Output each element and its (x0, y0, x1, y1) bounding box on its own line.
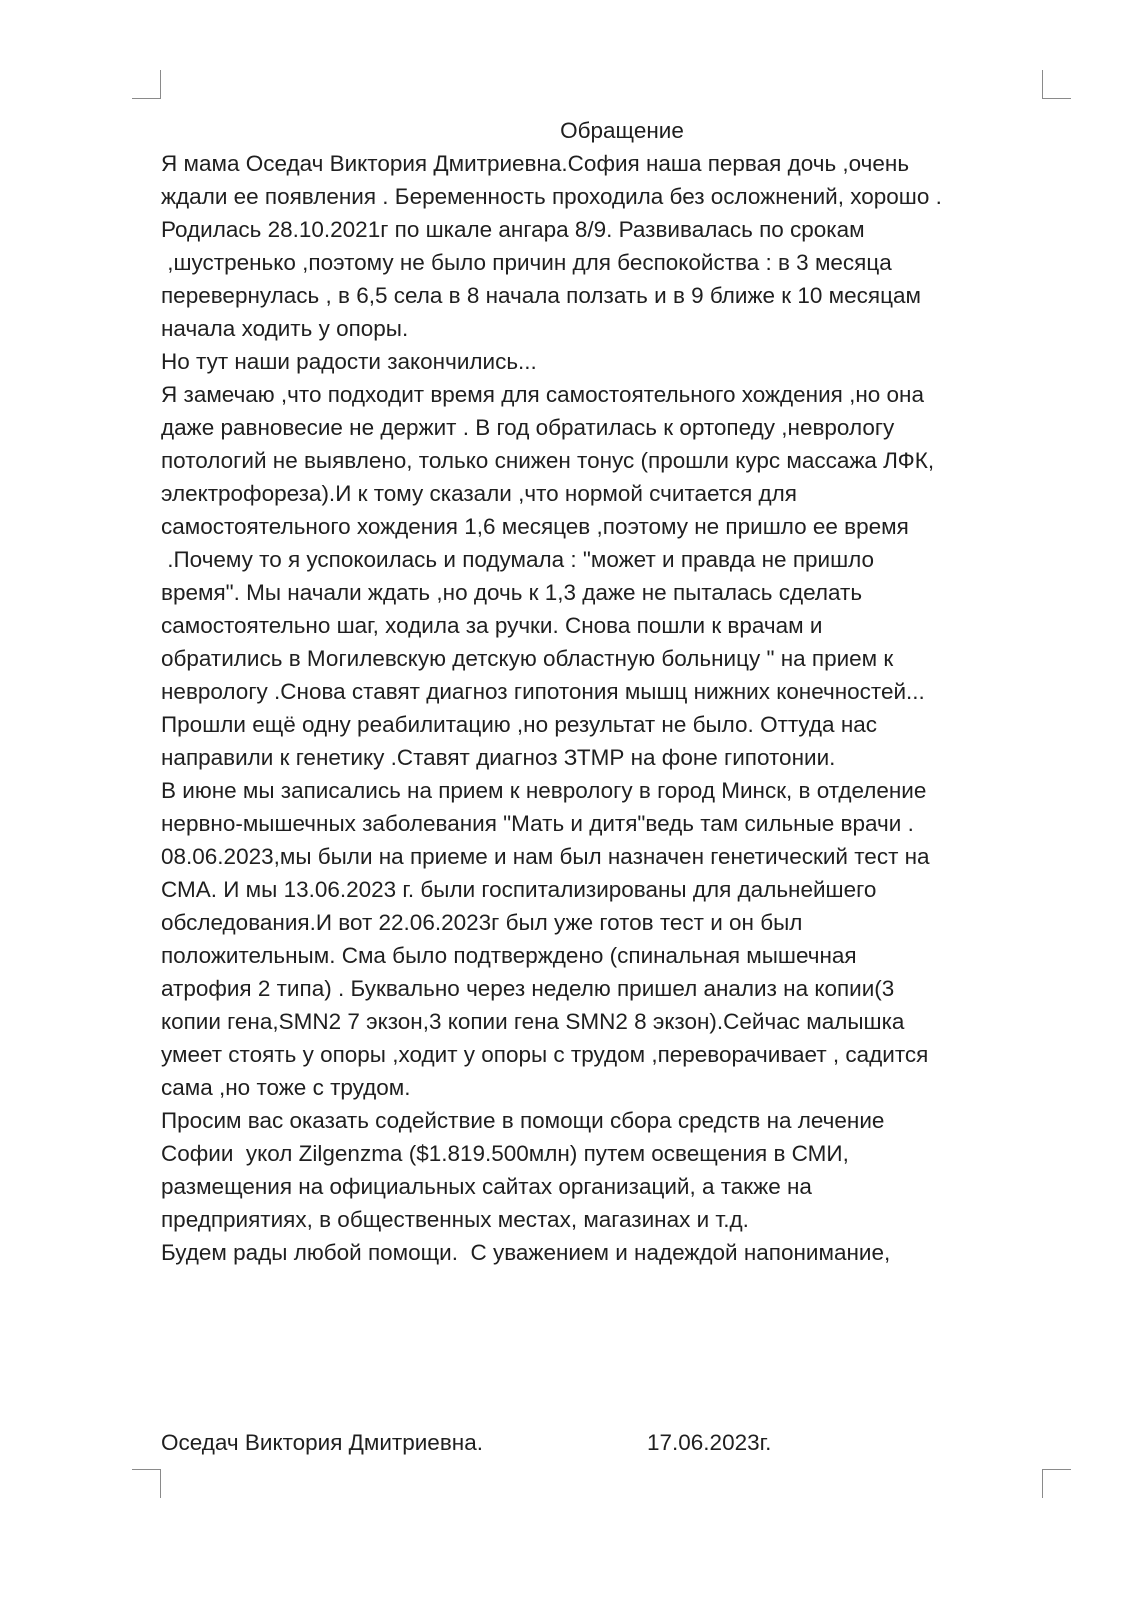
letter-line: В июне мы записались на прием к неврологу в город Минск, в отделение (161, 778, 927, 803)
letter-line: Софии укол Zilgenzma ($1.819.500млн) путем освещения в СМИ, (161, 1141, 849, 1166)
signature-name: Оседач Виктория Дмитриевна. (161, 1430, 483, 1455)
letter-line: положительным. Сма было подтверждено (спинальная мышечная (161, 943, 857, 968)
letter-line: Просим вас оказать содействие в помощи сбора средств на лечение (161, 1108, 885, 1133)
page-corner-mark-bottom-left (132, 1469, 161, 1498)
letter-line: предприятиях, в общественных местах, магазинах и т.д. (161, 1207, 749, 1232)
letter-line: размещения на официальных сайтах организаций, а также на (161, 1174, 812, 1199)
letter-line: электрофореза).И к тому сказали ,что нормой считается для (161, 481, 797, 506)
letter-line: самостоятельного хождения 1,6 месяцев ,поэтому не пришло ее время (161, 514, 909, 539)
letter-line: атрофия 2 типа) . Буквально через неделю пришел анализ на копии(3 (161, 976, 895, 1001)
letter-line: нервно-мышечных заболевания "Мать и дитя"ведь там сильные врачи . (161, 811, 914, 836)
letter-line: неврологу .Снова ставят диагноз гипотония мышц нижних конечностей... (161, 679, 925, 704)
letter-line: даже равновесие не держит . В год обратилась к ортопеду ,неврологу (161, 415, 895, 440)
letter-line: 08.06.2023,мы были на приеме и нам был назначен генетический тест на (161, 844, 930, 869)
letter-line: сама ,но тоже с трудом. (161, 1075, 411, 1100)
signature-date: 17.06.2023г. (647, 1430, 772, 1455)
letter-line: ,шустренько ,поэтому не было причин для беспокойства : в 3 месяца (161, 250, 892, 275)
letter-line: Я мама Оседач Виктория Дмитриевна.София наша первая дочь ,очень (161, 151, 910, 176)
letter-line: копии гена,SMN2 7 экзон,3 копии гена SMN2 8 экзон).Сейчас малышка (161, 1009, 905, 1034)
letter-line: СМА. И мы 13.06.2023 г. были госпитализированы для дальнейшего (161, 877, 877, 902)
page-corner-mark-top-left (132, 70, 161, 99)
letter-line: самостоятельно шаг, ходила за ручки. Снова пошли к врачам и (161, 613, 823, 638)
letter-line: время". Мы начали ждать ,но дочь к 1,3 даже не пыталась сделать (161, 580, 863, 605)
letter-line: начала ходить у опоры. (161, 316, 409, 341)
letter-line: Но тут наши радости закончились... (161, 349, 537, 374)
document-title: Обращение (560, 118, 684, 143)
letter-line: Прошли ещё одну реабилитацию ,но результат не было. Оттуда нас (161, 712, 878, 737)
letter-line: умеет стоять у опоры ,ходит у опоры с трудом ,переворачивает , садится (161, 1042, 929, 1067)
letter-line: ждали ее появления . Беременность проходила без осложнений, хорошо . (161, 184, 942, 209)
letter-line: перевернулась , в 6,5 села в 8 начала ползать и в 9 ближе к 10 месяцам (161, 283, 921, 308)
letter-line: обследования.И вот 22.06.2023г был уже готов тест и он был (161, 910, 803, 935)
letter-line: направили к генетику .Ставят диагноз ЗТМР на фоне гипотонии. (161, 745, 836, 770)
letter-line: .Почему то я успокоилась и подумала : "может и правда не пришло (161, 547, 875, 572)
letter-line: Будем рады любой помощи. С уважением и надеждой напонимание, (161, 1240, 891, 1265)
letter-line: Родилась 28.10.2021г по шкале ангара 8/9. Развивалась по срокам (161, 217, 865, 242)
page-corner-mark-top-right (1042, 70, 1071, 99)
letter-line: потологий не выявлено, только снижен тонус (прошли курс массажа ЛФК, (161, 448, 935, 473)
letter-line: обратились в Могилевскую детскую областную больницу " на прием к (161, 646, 894, 671)
letter-line: Я замечаю ,что подходит время для самостоятельного хождения ,но она (161, 382, 925, 407)
page-corner-mark-bottom-right (1042, 1469, 1071, 1498)
letter-body (161, 147, 1091, 1269)
